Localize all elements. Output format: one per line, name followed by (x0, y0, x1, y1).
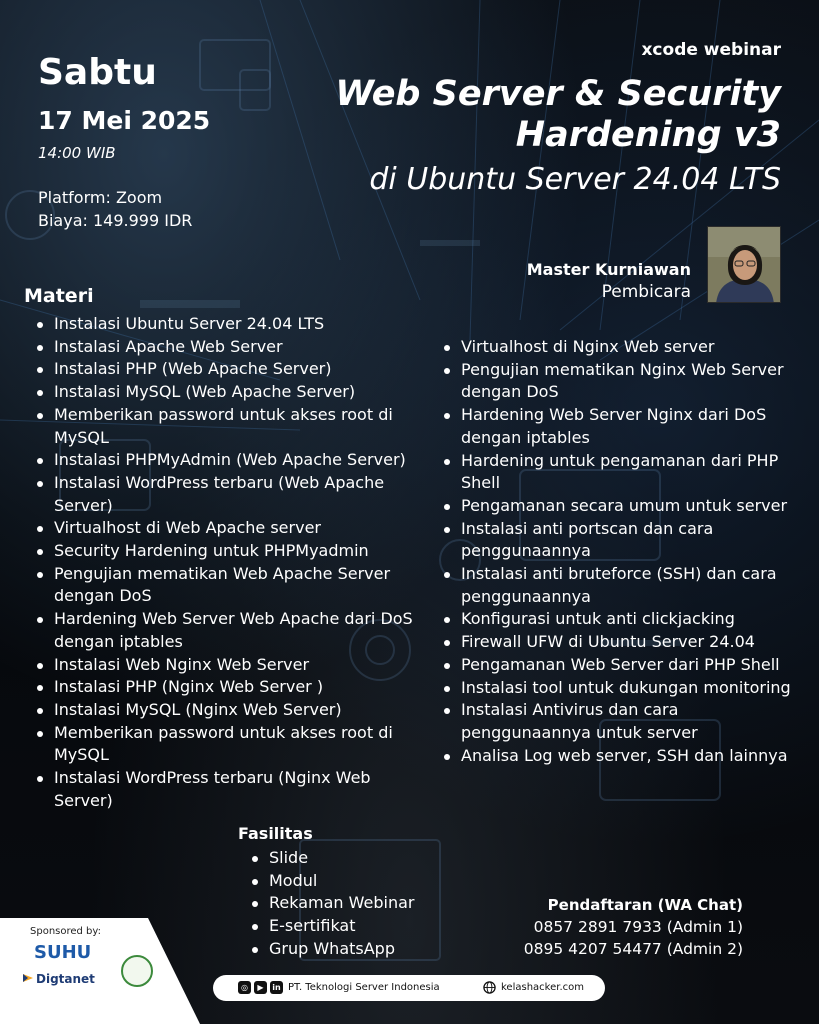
webinar-title (311, 74, 781, 156)
materi-item: Instalasi PHPMyAdmin (Web Apache Server) (30, 449, 425, 472)
digtanet-logo: Digtanet (36, 972, 95, 986)
webinar-subtitle: di Ubuntu Server 24.04 LTS (369, 162, 781, 197)
materi-item: Instalasi Web Nginx Web Server (30, 654, 425, 677)
pendaftaran-heading: Pendaftaran (WA Chat) (547, 896, 743, 914)
speaker-photo (707, 226, 781, 303)
phone-admin-2[interactable]: 0895 4207 54477 (Admin 2) (523, 940, 743, 958)
instagram-icon[interactable]: ◎ (238, 981, 251, 994)
event-date: 17 Mei 2025 (38, 106, 211, 135)
title-line-2: Hardening v3 (515, 114, 781, 155)
digtanet-logo-icon (22, 972, 34, 984)
materi-item: Pengujian mematikan Nginx Web Server dengan DoS (437, 359, 807, 404)
linkedin-icon[interactable]: in (270, 981, 283, 994)
website-link[interactable]: kelashacker.com (501, 982, 584, 993)
materi-item: Hardening Web Server Web Apache dari DoS dengan iptables (30, 608, 425, 653)
event-platform: Platform: Zoom (38, 188, 163, 207)
fasilitas-list (245, 847, 465, 961)
materi-item: Konfigurasi untuk anti clickjacking (437, 608, 807, 631)
sponsor-label: Sponsored by: (30, 926, 101, 937)
fasilitas-item: E-sertifikat (245, 915, 465, 938)
materi-list-right (437, 336, 807, 767)
materi-item: Instalasi Apache Web Server (30, 336, 425, 359)
fasilitas-heading: Fasilitas (238, 824, 313, 843)
brand-label: xcode webinar (641, 40, 781, 60)
fasilitas-item: Modul (245, 870, 465, 893)
materi-item: Instalasi tool untuk dukungan monitoring (437, 677, 807, 700)
materi-item: Instalasi PHP (Web Apache Server) (30, 358, 425, 381)
materi-item: Memberikan password untuk akses root di MySQL (30, 404, 425, 449)
materi-item: Memberikan password untuk akses root di MySQL (30, 722, 425, 767)
event-day: Sabtu (38, 52, 157, 93)
materi-item: Instalasi Ubuntu Server 24.04 LTS (30, 313, 425, 336)
suhu-logo: SUHU (34, 942, 92, 963)
materi-item: Instalasi anti portscan dan cara penggunaannya (437, 518, 807, 563)
phone-admin-1[interactable]: 0857 2891 7933 (Admin 1) (533, 918, 743, 936)
fasilitas-item: Rekaman Webinar (245, 892, 465, 915)
event-time: 14:00 WIB (38, 144, 116, 162)
materi-item: Instalasi MySQL (Web Apache Server) (30, 381, 425, 404)
speaker-name: Master Kurniawan (526, 260, 691, 279)
title-line-1: Web Server & Security (335, 74, 781, 114)
materi-item: Virtualhost di Nginx Web server (437, 336, 807, 359)
fasilitas-item: Grup WhatsApp (245, 938, 465, 961)
materi-item: Instalasi anti bruteforce (SSH) dan cara penggunaannya (437, 563, 807, 608)
materi-item: Instalasi Antivirus dan cara penggunaannya untuk server (437, 699, 807, 744)
speaker-role: Pembicara (601, 282, 691, 302)
materi-item: Analisa Log web server, SSH dan lainnya (437, 745, 807, 768)
materi-item: Instalasi MySQL (Nginx Web Server) (30, 699, 425, 722)
globe-icon (483, 981, 496, 994)
youtube-icon[interactable]: ▶ (254, 981, 267, 994)
materi-item: Instalasi PHP (Nginx Web Server ) (30, 676, 425, 699)
materi-list-left (30, 313, 425, 812)
materi-item: Pengamanan Web Server dari PHP Shell (437, 654, 807, 677)
partner-seal-icon (121, 955, 153, 987)
social-icons (238, 981, 283, 994)
materi-item: Hardening Web Server Nginx dari DoS dengan iptables (437, 404, 807, 449)
materi-item: Instalasi WordPress terbaru (Web Apache Server) (30, 472, 425, 517)
materi-item: Firewall UFW di Ubuntu Server 24.04 (437, 631, 807, 654)
materi-item: Virtualhost di Web Apache server (30, 517, 425, 540)
company-name: PT. Teknologi Server Indonesia (288, 982, 440, 993)
materi-heading: Materi (24, 285, 94, 307)
materi-item: Hardening untuk pengamanan dari PHP Shell (437, 450, 807, 495)
materi-item: Security Hardening untuk PHPMyadmin (30, 540, 425, 563)
event-cost: Biaya: 149.999 IDR (38, 211, 193, 230)
materi-item: Instalasi WordPress terbaru (Nginx Web Server) (30, 767, 425, 812)
fasilitas-item: Slide (245, 847, 465, 870)
materi-item: Pengamanan secara umum untuk server (437, 495, 807, 518)
materi-item: Pengujian mematikan Web Apache Server dengan DoS (30, 563, 425, 608)
